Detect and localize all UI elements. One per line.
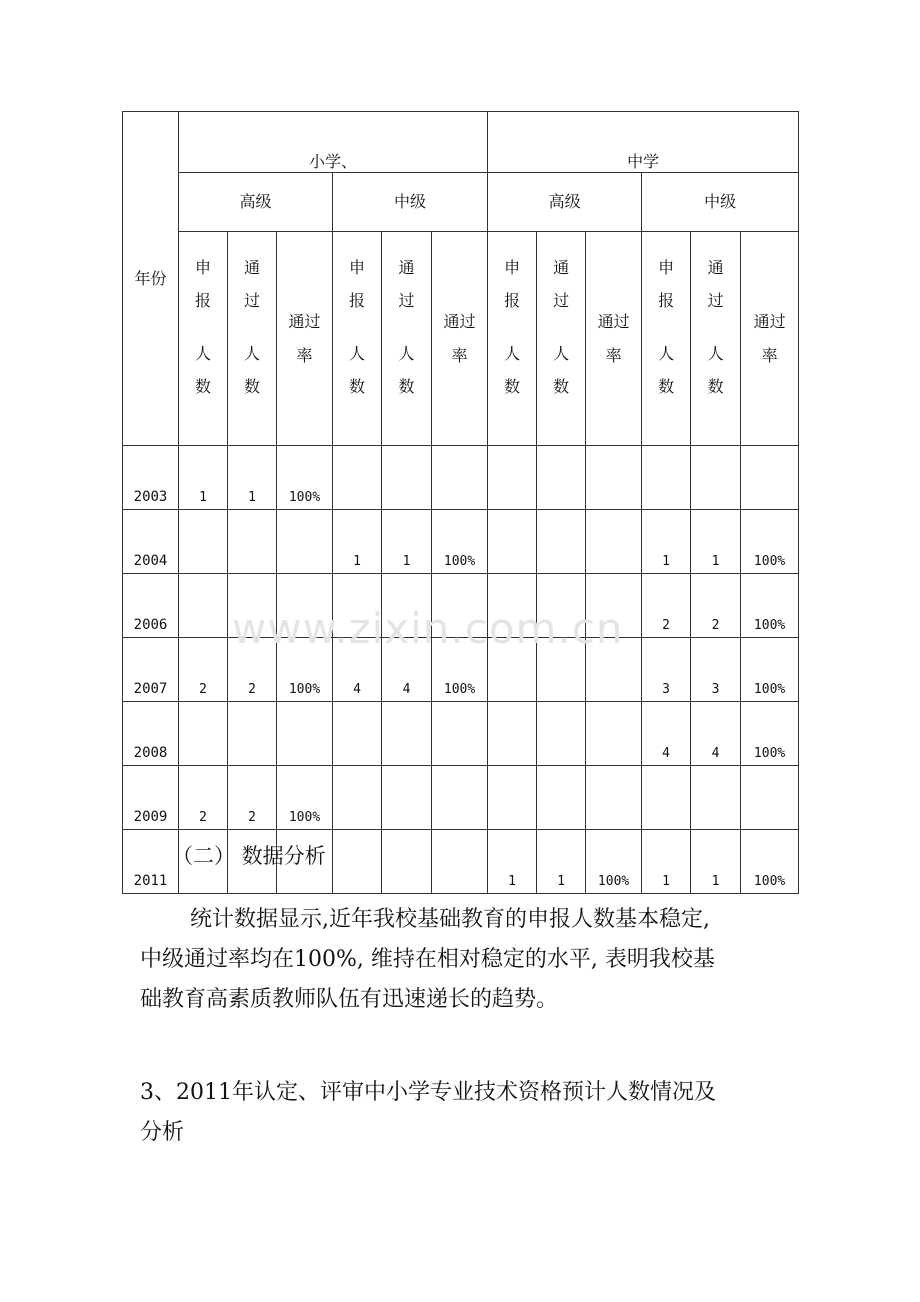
- data-cell: 100%: [277, 638, 333, 702]
- data-cell: [382, 830, 432, 894]
- data-cell: [642, 446, 691, 510]
- paragraph-line: 中级通过率均在100%, 维持在相对稳定的水平, 表明我校基: [140, 947, 715, 972]
- level-header: 中级: [642, 173, 799, 232]
- table-row: [123, 638, 799, 702]
- data-cell: [432, 830, 488, 894]
- data-cell: 100%: [277, 446, 333, 510]
- data-cell: [382, 702, 432, 766]
- data-cell: 4: [691, 702, 741, 766]
- table-row: [123, 510, 799, 574]
- header-char: 报: [194, 291, 211, 310]
- data-cell: 2: [179, 766, 228, 830]
- header-char: 数: [243, 377, 260, 396]
- data-cell: 100%: [277, 766, 333, 830]
- data-cell: [228, 702, 277, 766]
- data-cell: [277, 510, 333, 574]
- data-cell: [586, 510, 642, 574]
- table-row: [123, 446, 799, 510]
- data-cell: 2: [642, 574, 691, 638]
- data-cell: [333, 830, 382, 894]
- data-cell: 1: [691, 830, 741, 894]
- data-cell: 100%: [741, 574, 799, 638]
- data-cell: 1: [382, 510, 432, 574]
- passed-header: [382, 232, 432, 446]
- pass-rate-header: [432, 232, 488, 446]
- data-cell: [179, 510, 228, 574]
- header-char: 数: [553, 377, 570, 396]
- data-cell: [488, 510, 537, 574]
- header-char: 报: [348, 291, 365, 310]
- data-cell: 1: [228, 446, 277, 510]
- data-cell: 100%: [741, 702, 799, 766]
- header-char: 过: [398, 291, 415, 310]
- header-line: 率: [761, 345, 778, 365]
- header-char: 人: [658, 344, 675, 363]
- passed-header: [691, 232, 741, 446]
- header-char: 人: [194, 344, 211, 363]
- data-cell: 3: [691, 638, 741, 702]
- data-cell: [382, 574, 432, 638]
- data-cell: [432, 446, 488, 510]
- data-cell: [179, 702, 228, 766]
- data-cell: 1: [537, 830, 586, 894]
- data-cell: 100%: [432, 638, 488, 702]
- header-line: 通过: [443, 311, 476, 331]
- data-cell: [537, 702, 586, 766]
- applicants-header: [642, 232, 691, 446]
- data-cell: [488, 702, 537, 766]
- data-cell: [432, 766, 488, 830]
- data-cell: [333, 766, 382, 830]
- data-cell: [488, 766, 537, 830]
- level-header: 高级: [179, 173, 333, 232]
- header-char: 人: [398, 344, 415, 363]
- section-title: （二） 数据分析: [172, 844, 326, 868]
- data-cell: [691, 766, 741, 830]
- year-cell: 2006: [123, 574, 179, 638]
- header-char: 通: [243, 258, 260, 277]
- data-cell: [333, 702, 382, 766]
- data-cell: [586, 638, 642, 702]
- header-char: 过: [707, 291, 724, 310]
- header-line: 通过: [597, 311, 630, 331]
- data-cell: [333, 446, 382, 510]
- data-cell: 1: [642, 830, 691, 894]
- year-cell: 2003: [123, 446, 179, 510]
- data-cell: 2: [228, 766, 277, 830]
- pass-rate-header: [277, 232, 333, 446]
- data-cell: [432, 702, 488, 766]
- year-cell: 2011: [123, 830, 179, 894]
- data-cell: 4: [642, 702, 691, 766]
- data-cell: [537, 638, 586, 702]
- header-char: 报: [658, 291, 675, 310]
- data-cell: [179, 574, 228, 638]
- header-char: 报: [504, 291, 521, 310]
- data-cell: [537, 574, 586, 638]
- header-char: 申: [658, 258, 675, 277]
- item-line: 3、2011年认定、评审中小学专业技术资格预计人数情况及: [140, 1080, 716, 1105]
- data-cell: [642, 766, 691, 830]
- applicants-header: [333, 232, 382, 446]
- applicants-header: [488, 232, 537, 446]
- table-row: [123, 702, 799, 766]
- table-row: [123, 574, 799, 638]
- header-char: 数: [194, 377, 211, 396]
- item-line: 分析: [140, 1120, 185, 1145]
- data-cell: 100%: [741, 638, 799, 702]
- header-char: 数: [707, 377, 724, 396]
- data-cell: [537, 446, 586, 510]
- header-line: 通过: [288, 311, 321, 331]
- header-char: 数: [504, 377, 521, 396]
- header-char: 人: [243, 344, 260, 363]
- data-cell: [382, 766, 432, 830]
- data-cell: 1: [333, 510, 382, 574]
- pass-rate-header: [586, 232, 642, 446]
- header-line: 率: [451, 345, 468, 365]
- data-cell: [382, 446, 432, 510]
- header-char: 人: [553, 344, 570, 363]
- header-line: 率: [605, 345, 622, 365]
- data-cell: 100%: [586, 830, 642, 894]
- year-cell: 2008: [123, 702, 179, 766]
- level-header: 高级: [488, 173, 642, 232]
- data-cell: 4: [382, 638, 432, 702]
- header-char: 人: [348, 344, 365, 363]
- data-cell: 100%: [741, 510, 799, 574]
- data-cell: 1: [691, 510, 741, 574]
- data-cell: 1: [488, 830, 537, 894]
- data-cell: 3: [642, 638, 691, 702]
- data-cell: 2: [228, 638, 277, 702]
- data-cell: [537, 510, 586, 574]
- watermark: www.zixin.com.cn: [232, 604, 624, 653]
- analysis-paragraph: [140, 900, 800, 1020]
- header-char: 通: [553, 258, 570, 277]
- item-3-heading: [140, 1073, 800, 1153]
- data-cell: [537, 766, 586, 830]
- passed-header: [537, 232, 586, 446]
- data-cell: [741, 766, 799, 830]
- year-cell: 2004: [123, 510, 179, 574]
- data-cell: [432, 574, 488, 638]
- header-char: 人: [504, 344, 521, 363]
- data-cell: [488, 638, 537, 702]
- paragraph-line: 统计数据显示,近年我校基础教育的申报人数基本稳定,: [190, 907, 710, 932]
- header-char: 数: [348, 377, 365, 396]
- level-header: 中级: [333, 173, 488, 232]
- pass-rate-header: [741, 232, 799, 446]
- group-header-secondary: 中学: [488, 112, 799, 173]
- data-cell: [586, 574, 642, 638]
- data-cell: [741, 446, 799, 510]
- header-char: 数: [398, 377, 415, 396]
- data-cell: [586, 446, 642, 510]
- header-char: 通: [707, 258, 724, 277]
- data-cell: [277, 702, 333, 766]
- applicants-header: [179, 232, 228, 446]
- statistics-table: [122, 111, 799, 894]
- paragraph-line: 础教育高素质教师队伍有迅速递长的趋势。: [140, 987, 559, 1012]
- header-char: 数: [658, 377, 675, 396]
- data-cell: 1: [642, 510, 691, 574]
- data-cell: [488, 574, 537, 638]
- data-cell: [228, 510, 277, 574]
- header-char: 申: [194, 258, 211, 277]
- year-cell: 2007: [123, 638, 179, 702]
- year-header: 年份: [123, 112, 179, 446]
- header-char: 申: [504, 258, 521, 277]
- data-cell: [586, 766, 642, 830]
- data-cell: 100%: [432, 510, 488, 574]
- table-row: [123, 766, 799, 830]
- header-line: 率: [296, 345, 313, 365]
- data-cell: [228, 574, 277, 638]
- data-cell: [488, 446, 537, 510]
- data-cell: 2: [691, 574, 741, 638]
- header-char: 过: [553, 291, 570, 310]
- data-cell: 1: [179, 446, 228, 510]
- year-cell: 2009: [123, 766, 179, 830]
- header-char: 申: [348, 258, 365, 277]
- passed-header: [228, 232, 277, 446]
- data-cell: [586, 702, 642, 766]
- data-cell: [333, 574, 382, 638]
- header-char: 人: [707, 344, 724, 363]
- data-cell: 2: [179, 638, 228, 702]
- data-cell: 4: [333, 638, 382, 702]
- data-cell: [277, 574, 333, 638]
- group-header-primary: 小学、: [179, 112, 488, 173]
- header-line: 通过: [753, 311, 786, 331]
- data-cell: 100%: [741, 830, 799, 894]
- header-char: 通: [398, 258, 415, 277]
- header-char: 过: [243, 291, 260, 310]
- data-cell: [691, 446, 741, 510]
